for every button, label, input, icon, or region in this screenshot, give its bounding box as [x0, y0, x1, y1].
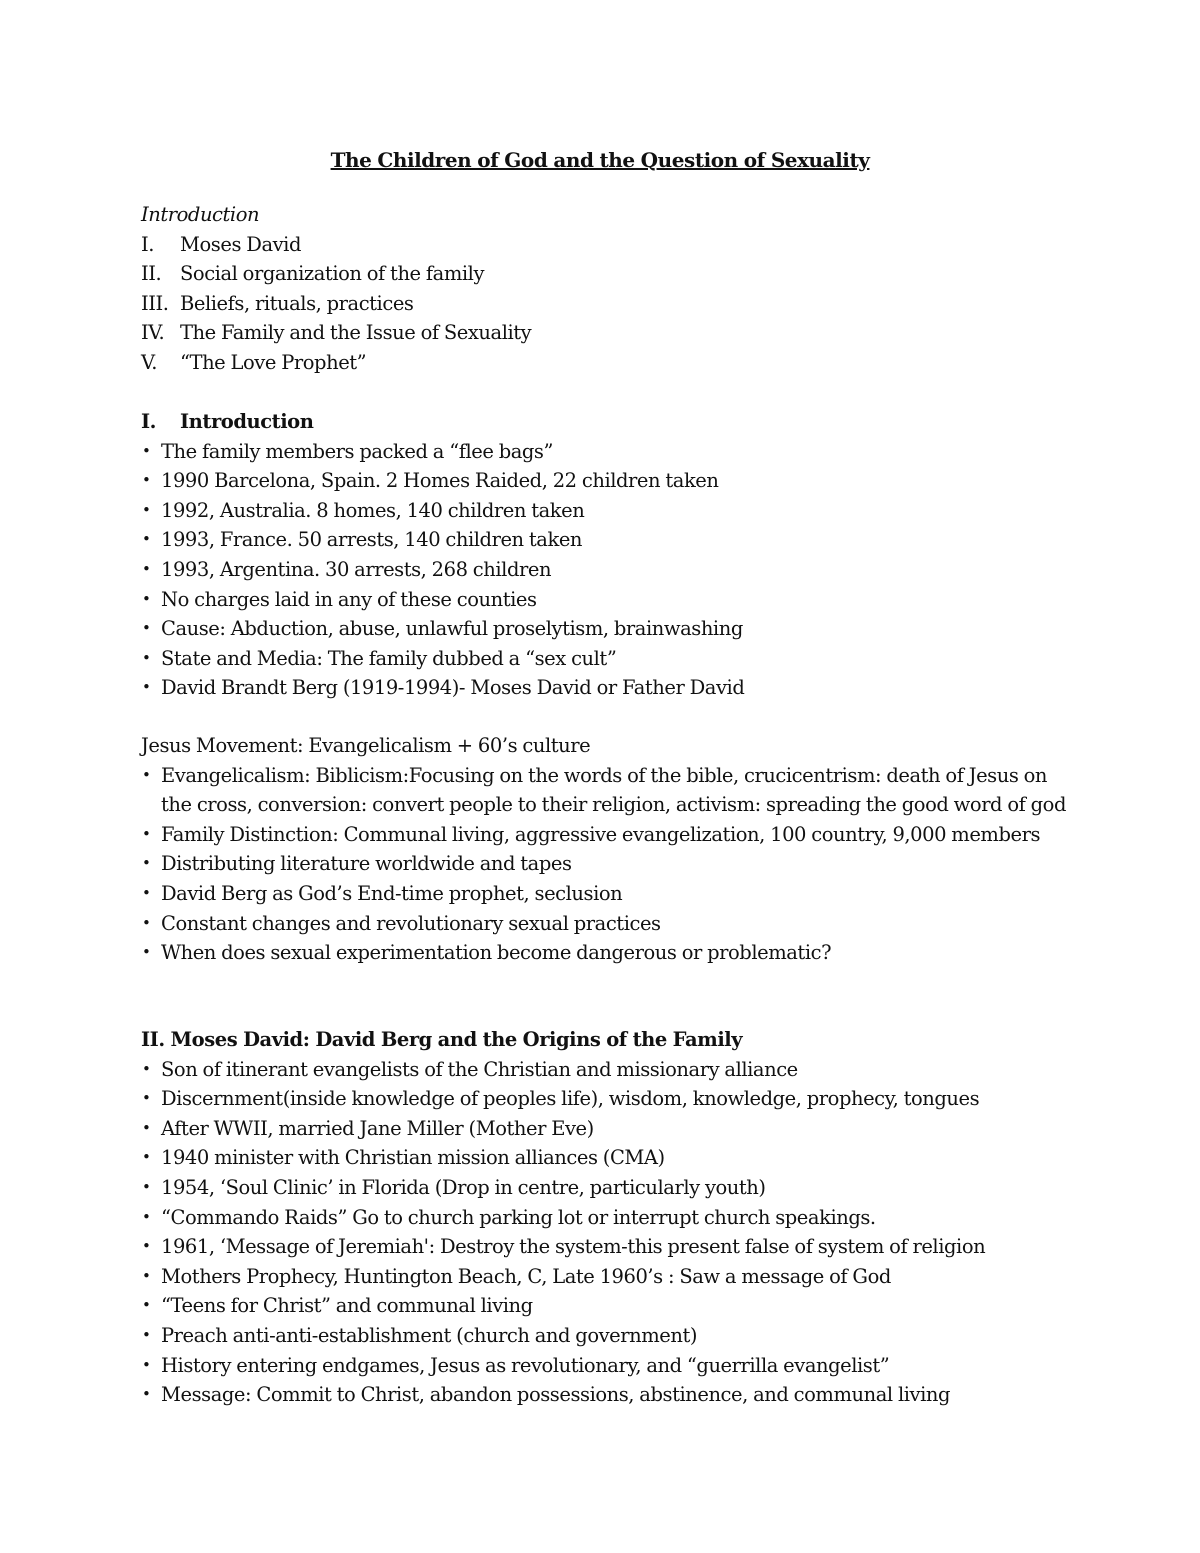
outline-item-number: III. — [141, 291, 169, 315]
list-item — [141, 1351, 1071, 1381]
list-item-text: When does sexual experimentation become dangerous or problematic? — [161, 941, 832, 965]
bullet-icon: • — [142, 1355, 151, 1374]
outline-item-text: Social organization of the family — [180, 262, 485, 286]
bullet-icon: • — [142, 883, 151, 902]
bullet-icon: • — [142, 441, 151, 460]
bullet-icon: • — [142, 559, 151, 578]
outline-item — [141, 318, 1071, 348]
bullet-icon: • — [142, 500, 151, 519]
list-item — [141, 466, 1071, 496]
list-item-text: Message: Commit to Christ, abandon possessions, abstinence, and communal living — [161, 1383, 951, 1407]
list-item-text: Constant changes and revolutionary sexual practices — [161, 911, 661, 935]
section-jesus-movement — [141, 731, 1071, 968]
list-item-text: 1993, Argentina. 30 arrests, 268 children — [161, 557, 552, 581]
list-item — [141, 1173, 1071, 1203]
list-item — [141, 820, 1071, 850]
list-item — [141, 555, 1071, 585]
list-item-text: History entering endgames, Jesus as revolutionary, and “guerrilla evangelist” — [161, 1353, 890, 1377]
list-item-text: Cause: Abduction, abuse, unlawful proselytism, brainwashing — [161, 617, 743, 641]
list-item — [141, 496, 1071, 526]
list-item-text: After WWII, married Jane Miller (Mother Eve) — [161, 1116, 594, 1140]
list-item — [141, 1203, 1071, 1233]
list-item — [141, 614, 1071, 644]
bullet-icon: • — [142, 1177, 151, 1196]
list-item-text: 1993, France. 50 arrests, 140 children taken — [161, 528, 583, 552]
list-item — [141, 673, 1071, 703]
list-item-text: 1961, ‘Message of Jeremiah': Destroy the system-this present false of system of religion — [161, 1235, 986, 1259]
outline-heading: Introduction — [141, 203, 260, 226]
bullet-icon: • — [142, 765, 151, 784]
list-item — [141, 437, 1071, 467]
bullet-icon: • — [142, 913, 151, 932]
outline-item — [141, 348, 1071, 378]
bullet-icon: • — [142, 589, 151, 608]
list-item — [141, 1114, 1071, 1144]
section-heading — [141, 407, 1071, 437]
list-item-text: No charges laid in any of these counties — [161, 587, 537, 611]
list-item-text: 1954, ‘Soul Clinic’ in Florida (Drop in centre, particularly youth) — [161, 1175, 766, 1199]
outline-item — [141, 230, 1071, 260]
list-item-text: 1940 minister with Christian mission alliances (CMA) — [161, 1146, 665, 1170]
list-item-text: Evangelicalism: Biblicism:Focusing on the words of the bible, crucicentrism: death of Jesus on the cross, conversion: convert people to their religion, activism: spreading the good word of god — [161, 763, 1067, 817]
outline-item — [141, 289, 1071, 319]
outline — [141, 200, 1071, 378]
list-item — [141, 879, 1071, 909]
list-item-text: Preach anti-anti-establishment (church and government) — [161, 1323, 698, 1347]
bullet-icon: • — [142, 943, 151, 962]
bullet-list — [141, 761, 1071, 968]
bullet-icon: • — [142, 648, 151, 667]
bullet-icon: • — [142, 619, 151, 638]
list-item — [141, 1380, 1071, 1410]
list-item — [141, 1055, 1071, 1085]
list-item-text: “Teens for Christ” and communal living — [161, 1294, 533, 1318]
list-item — [141, 1232, 1071, 1262]
list-item-text: David Brandt Berg (1919-1994)- Moses David or Father David — [161, 676, 745, 700]
section-moses-david — [141, 1025, 1071, 1410]
bullet-icon: • — [142, 1385, 151, 1404]
bullet-list — [141, 437, 1071, 703]
bullet-icon: • — [142, 854, 151, 873]
list-item-text: The family members packed a “flee bags” — [161, 439, 554, 463]
bullet-icon: • — [142, 1207, 151, 1226]
outline-item-text: Beliefs, rituals, practices — [180, 291, 414, 315]
bullet-icon: • — [142, 1325, 151, 1344]
outline-item-number: V. — [141, 350, 157, 374]
list-item-text: 1990 Barcelona, Spain. 2 Homes Raided, 22 children taken — [161, 469, 719, 493]
list-item — [141, 525, 1071, 555]
list-item — [141, 1143, 1071, 1173]
list-item-text: David Berg as God’s End-time prophet, seclusion — [161, 881, 623, 905]
bullet-icon: • — [142, 1059, 151, 1078]
list-item-text: Discernment(inside knowledge of peoples life), wisdom, knowledge, prophecy, tongues — [161, 1087, 980, 1111]
bullet-icon: • — [142, 678, 151, 697]
subsection-heading: Jesus Movement: Evangelicalism + 60’s culture — [141, 734, 591, 757]
list-item — [141, 849, 1071, 879]
list-item — [141, 1291, 1071, 1321]
list-item-text: Family Distinction: Communal living, aggressive evangelization, 100 country, 9,000 members — [161, 822, 1041, 846]
outline-item-number: I. — [141, 232, 155, 256]
bullet-icon: • — [142, 530, 151, 549]
bullet-icon: • — [142, 1237, 151, 1256]
bullet-icon: • — [142, 824, 151, 843]
outline-item-number: IV. — [141, 321, 165, 345]
list-item-text: Distributing literature worldwide and tapes — [161, 852, 572, 876]
section-title: Introduction — [180, 410, 314, 433]
list-item-text: “Commando Raids” Go to church parking lot or interrupt church speakings. — [161, 1205, 876, 1229]
list-item — [141, 1321, 1071, 1351]
section-heading: II. Moses David: David Berg and the Origins of the Family — [141, 1028, 743, 1051]
bullet-icon: • — [142, 1089, 151, 1108]
section-number: I. — [141, 410, 157, 433]
list-item — [141, 644, 1071, 674]
list-item-text: Son of itinerant evangelists of the Christian and missionary alliance — [161, 1057, 798, 1081]
list-item-text: 1992, Australia. 8 homes, 140 children taken — [161, 498, 585, 522]
outline-item-number: II. — [141, 262, 162, 286]
bullet-icon: • — [142, 471, 151, 490]
list-item-text: Mothers Prophecy, Huntington Beach, C, Late 1960’s : Saw a message of God — [161, 1264, 891, 1288]
list-item — [141, 585, 1071, 615]
outline-item-text: Moses David — [180, 232, 302, 256]
outline-item — [141, 259, 1071, 289]
bullet-icon: • — [142, 1296, 151, 1315]
bullet-icon: • — [142, 1118, 151, 1137]
list-item — [141, 1262, 1071, 1292]
list-item — [141, 761, 1071, 820]
outline-item-text: “The Love Prophet” — [180, 350, 367, 374]
outline-item-text: The Family and the Issue of Sexuality — [180, 321, 532, 345]
section-introduction — [141, 407, 1071, 703]
bullet-icon: • — [142, 1266, 151, 1285]
document-title: The Children of God and the Question of Sexuality — [330, 148, 870, 172]
list-item — [141, 938, 1071, 968]
list-item — [141, 1084, 1071, 1114]
list-item — [141, 909, 1071, 939]
bullet-list — [141, 1055, 1071, 1410]
bullet-icon: • — [142, 1148, 151, 1167]
list-item-text: State and Media: The family dubbed a “sex cult” — [161, 646, 617, 670]
